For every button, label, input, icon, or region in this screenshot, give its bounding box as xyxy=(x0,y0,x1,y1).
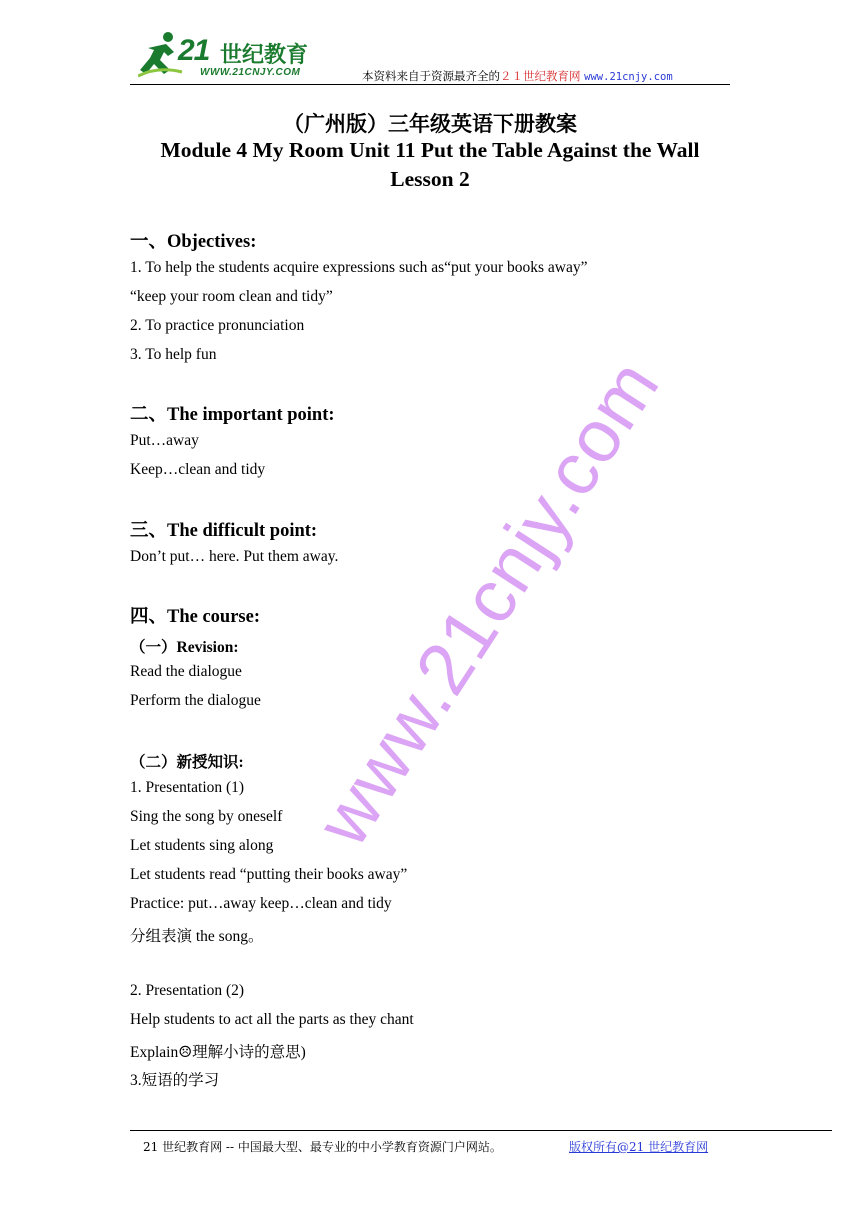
footer-copyright-link[interactable]: 版权所有@21 世纪教育网 xyxy=(569,1140,709,1154)
site-logo xyxy=(138,30,333,84)
course-item: 3.短语的学习 xyxy=(130,1072,220,1089)
header-note xyxy=(362,68,673,84)
course-item: Explain☹理解小诗的意思) xyxy=(130,1044,306,1061)
header-note-prefix: 本资料来自于资源最齐全的 xyxy=(362,69,500,83)
difficult-point-heading: 三、The difficult point: xyxy=(130,521,318,541)
course-heading: 四、The course: xyxy=(130,607,260,627)
header-divider xyxy=(130,84,730,85)
logo-url: WWW.21CNJY.COM xyxy=(200,67,301,78)
course-item: Practice: put…away keep…clean and tidy xyxy=(130,895,392,912)
revision-item: Perform the dialogue xyxy=(130,692,261,709)
footer-text: 21 世纪教育网 -- 中国最大型、最专业的中小学教育资源门户网站。 xyxy=(143,1140,502,1154)
objectives-heading: 一、Objectives: xyxy=(130,232,257,252)
logo-number: 21 xyxy=(178,34,210,67)
important-point-heading: 二、The important point: xyxy=(130,405,335,425)
important-point-item: Put…away xyxy=(130,432,199,449)
watermark: www.21cnjy.com xyxy=(300,345,675,860)
objective-item: 2. To practice pronunciation xyxy=(130,317,305,334)
objective-item: 1. To help the students acquire expressions such as“put your books away” xyxy=(130,259,588,276)
revision-item: Read the dialogue xyxy=(130,663,242,680)
footer-divider xyxy=(130,1130,832,1131)
header-note-url[interactable]: www.21cnjy.com xyxy=(584,71,673,83)
course-item: Help students to act all the parts as they chant xyxy=(130,1011,414,1028)
logo-chinese: 世纪教育 xyxy=(220,43,309,68)
important-point-item: Keep…clean and tidy xyxy=(130,461,266,478)
course-item: Let students sing along xyxy=(130,837,274,854)
revision-heading: （一）Revision: xyxy=(130,639,239,656)
course-item: Sing the song by oneself xyxy=(130,808,283,825)
course-item: Let students read “putting their books away” xyxy=(130,866,408,883)
objective-item: 3. To help fun xyxy=(130,346,217,363)
new-knowledge-heading: （二）新授知识: xyxy=(130,754,244,771)
title-lesson: Lesson 2 xyxy=(390,167,470,191)
course-item: 2. Presentation (2) xyxy=(130,982,245,999)
header-note-site: ２１世纪教育网 xyxy=(500,69,581,83)
difficult-point-item: Don’t put… here. Put them away. xyxy=(130,548,339,565)
course-item: 分组表演 the song。 xyxy=(130,928,264,945)
title-chinese: （广州版）三年级英语下册教案 xyxy=(283,111,577,136)
title-english: Module 4 My Room Unit 11 Put the Table Against the Wall xyxy=(160,138,700,162)
objective-item: “keep your room clean and tidy” xyxy=(130,288,333,305)
course-item: 1. Presentation (1) xyxy=(130,779,245,796)
